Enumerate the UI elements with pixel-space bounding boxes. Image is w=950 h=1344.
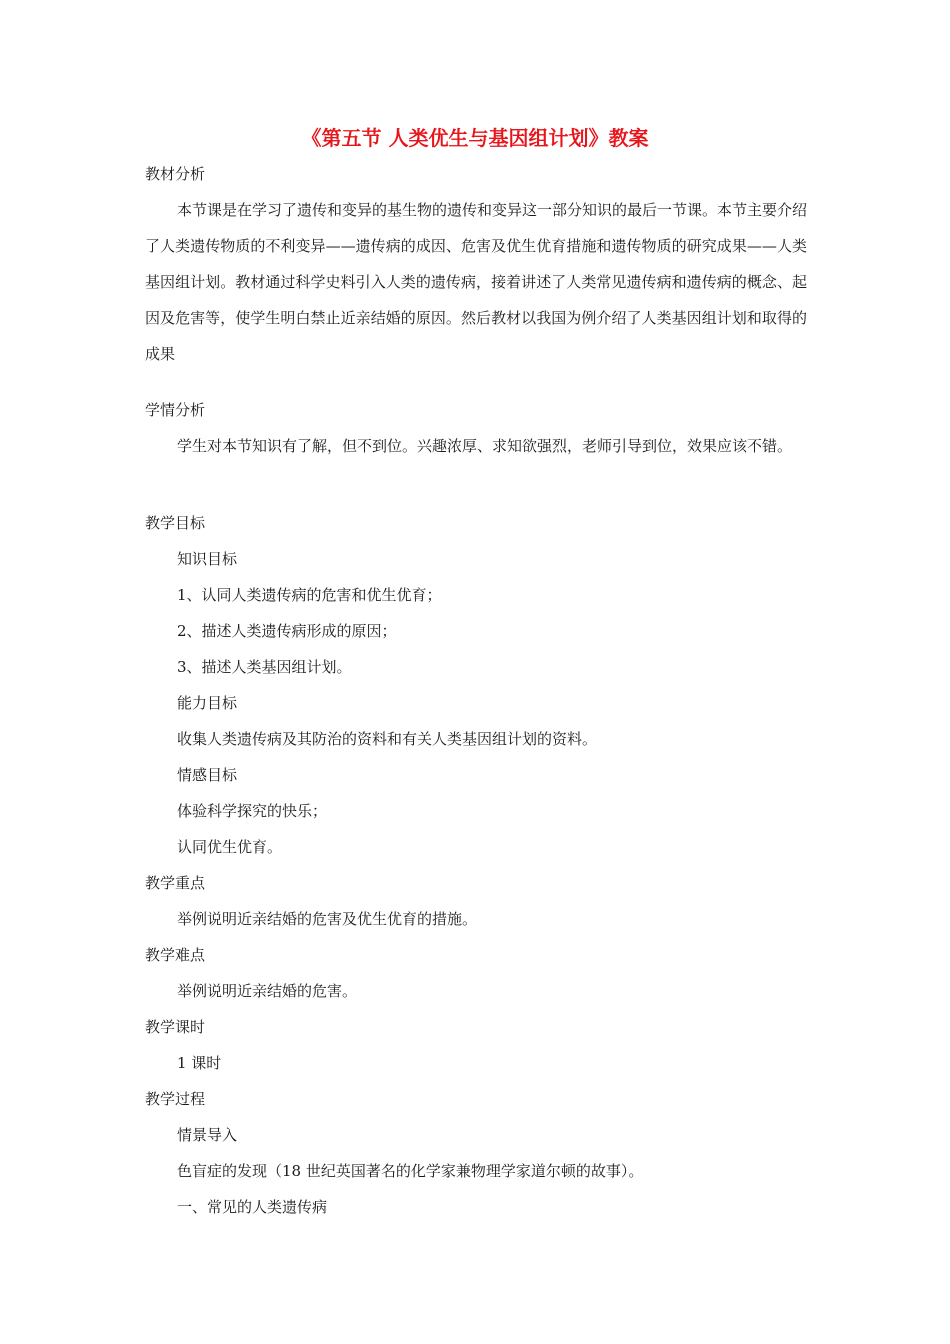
section-heading-material-analysis: 教材分析 xyxy=(145,165,206,183)
section-heading-key-points: 教学重点 xyxy=(145,874,206,892)
section-heading-difficulties: 教学难点 xyxy=(145,946,206,964)
emotion-objective-item: 认同优生优育。 xyxy=(177,838,283,856)
subheading-ability-objectives: 能力目标 xyxy=(177,694,238,712)
knowledge-objective-item: 1、认同人类遗传病的危害和优生优育； xyxy=(177,586,442,604)
knowledge-objective-item: 2、描述人类遗传病形成的原因； xyxy=(177,622,397,640)
difficulties-text: 举例说明近亲结婚的危害。 xyxy=(177,982,358,1000)
document-title: 《第五节 人类优生与基因组计划》教案 xyxy=(301,126,649,150)
process-intro-subheading: 情景导入 xyxy=(177,1126,238,1144)
material-analysis-paragraph: 本节课是在学习了遗传和变异的基生物的遗传和变异这一部分知识的最后一节课。本节主要介绍了人类遗传物质的不利变异——遗传病的成因、危害及优生优育措施和遗传物质的研究成果——人类基因组计划。教材通过科学史料引入人类的遗传病，接着讲述了人类常见遗传病和遗传病的概念、起因及危害等，使学生明白禁止近亲结婚的原因。然后教材以我国为例介绍了人类基因组计划和取得的成果 xyxy=(145,201,808,363)
key-points-text: 举例说明近亲结婚的危害及优生优育的措施。 xyxy=(177,910,478,928)
subheading-knowledge-objectives: 知识目标 xyxy=(177,550,238,568)
student-analysis-paragraph: 学生对本节知识有了解，但不到位。兴趣浓厚、求知欲强烈，老师引导到位，效果应该不错。 xyxy=(177,437,793,455)
emotion-objective-item: 体验科学探究的快乐； xyxy=(177,802,328,820)
process-story-text: 色盲症的发现（18 世纪英国著名的化学家兼物理学家道尔顿的故事）。 xyxy=(177,1162,644,1180)
process-part-one-heading: 一、常见的人类遗传病 xyxy=(177,1198,328,1216)
knowledge-objective-item: 3、描述人类基因组计划。 xyxy=(177,658,352,676)
hours-text: 1 课时 xyxy=(177,1054,222,1072)
section-heading-objectives: 教学目标 xyxy=(145,514,206,532)
section-heading-student-analysis: 学情分析 xyxy=(145,401,206,419)
section-heading-process: 教学过程 xyxy=(145,1090,206,1108)
subheading-emotion-objectives: 情感目标 xyxy=(177,766,238,784)
section-heading-hours: 教学课时 xyxy=(145,1018,206,1036)
ability-objective-item: 收集人类遗传病及其防治的资料和有关人类基因组计划的资料。 xyxy=(177,730,598,748)
